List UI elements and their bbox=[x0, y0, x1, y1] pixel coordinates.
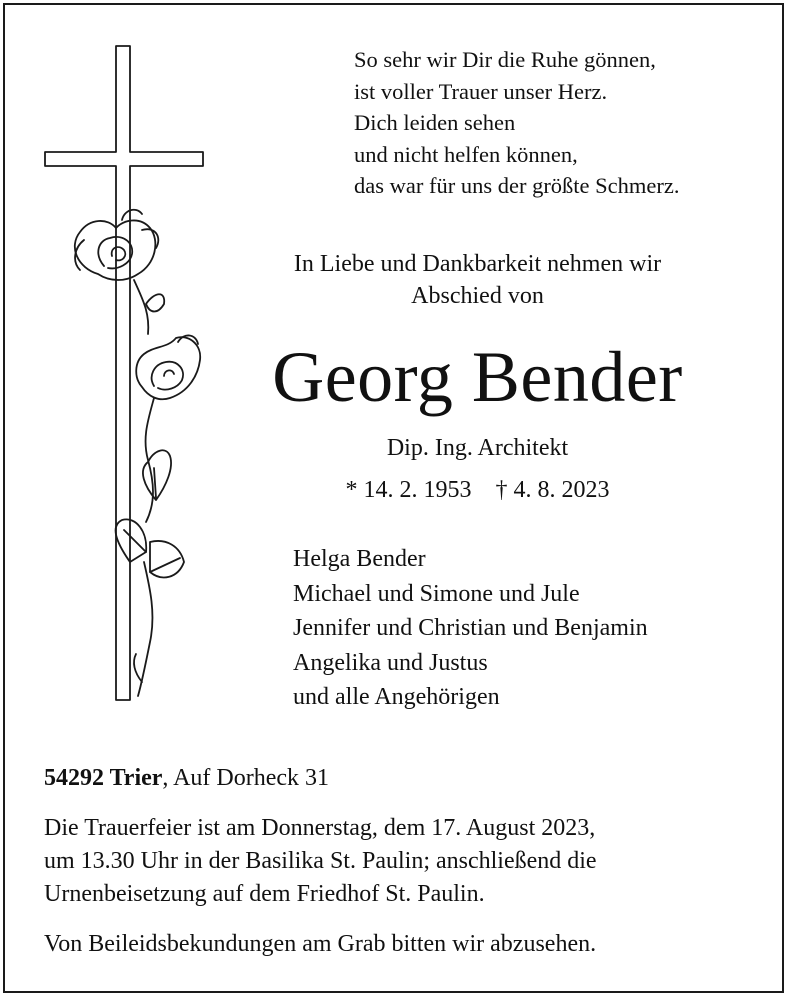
family-list bbox=[293, 542, 648, 715]
family-member: Michael und Simone und Jule bbox=[293, 580, 580, 607]
birth-date: * 14. 2. 1953 bbox=[345, 477, 472, 503]
deceased-name: Georg Bender bbox=[272, 337, 683, 417]
family-member: und alle Angehörigen bbox=[293, 684, 500, 710]
death-date: † 4. 8. 2023 bbox=[495, 477, 610, 503]
intro-text bbox=[240, 248, 715, 312]
deceased-title: Dip. Ing. Architekt bbox=[386, 435, 569, 461]
poem-line: das war für uns der größte Schmerz. bbox=[354, 173, 680, 198]
family-member: Helga Bender bbox=[293, 546, 426, 572]
service-line: um 13.30 Uhr in der Basilika St. Paulin; anschließend die bbox=[44, 848, 597, 874]
service-line: Die Trauerfeier ist am Donnerstag, dem 17. August 2023, bbox=[44, 815, 596, 841]
cross-with-roses-icon bbox=[38, 42, 208, 707]
poem bbox=[354, 44, 680, 202]
service-line: Urnenbeisetzung auf dem Friedhof St. Paulin. bbox=[44, 881, 485, 907]
address bbox=[44, 762, 329, 794]
poem-line: Dich leiden sehen bbox=[354, 110, 516, 135]
closing-note: Von Beileidsbekundungen am Grab bitten wir abzusehen. bbox=[44, 931, 597, 957]
life-dates bbox=[240, 474, 715, 506]
poem-line: So sehr wir Dir die Ruhe gönnen, bbox=[354, 47, 656, 72]
service-info bbox=[44, 812, 764, 911]
family-member: Jennifer und Christian und Benjamin bbox=[293, 615, 648, 641]
intro-line: Abschied von bbox=[411, 283, 544, 309]
poem-line: und nicht helfen können, bbox=[354, 141, 578, 167]
poem-line: ist voller Trauer unser Herz. bbox=[354, 78, 608, 104]
address-street: , Auf Dorheck 31 bbox=[162, 765, 330, 791]
intro-line: In Liebe und Dankbarkeit nehmen wir bbox=[293, 251, 662, 277]
address-city: 54292 Trier bbox=[44, 765, 163, 791]
family-member: Angelika und Justus bbox=[293, 649, 488, 676]
